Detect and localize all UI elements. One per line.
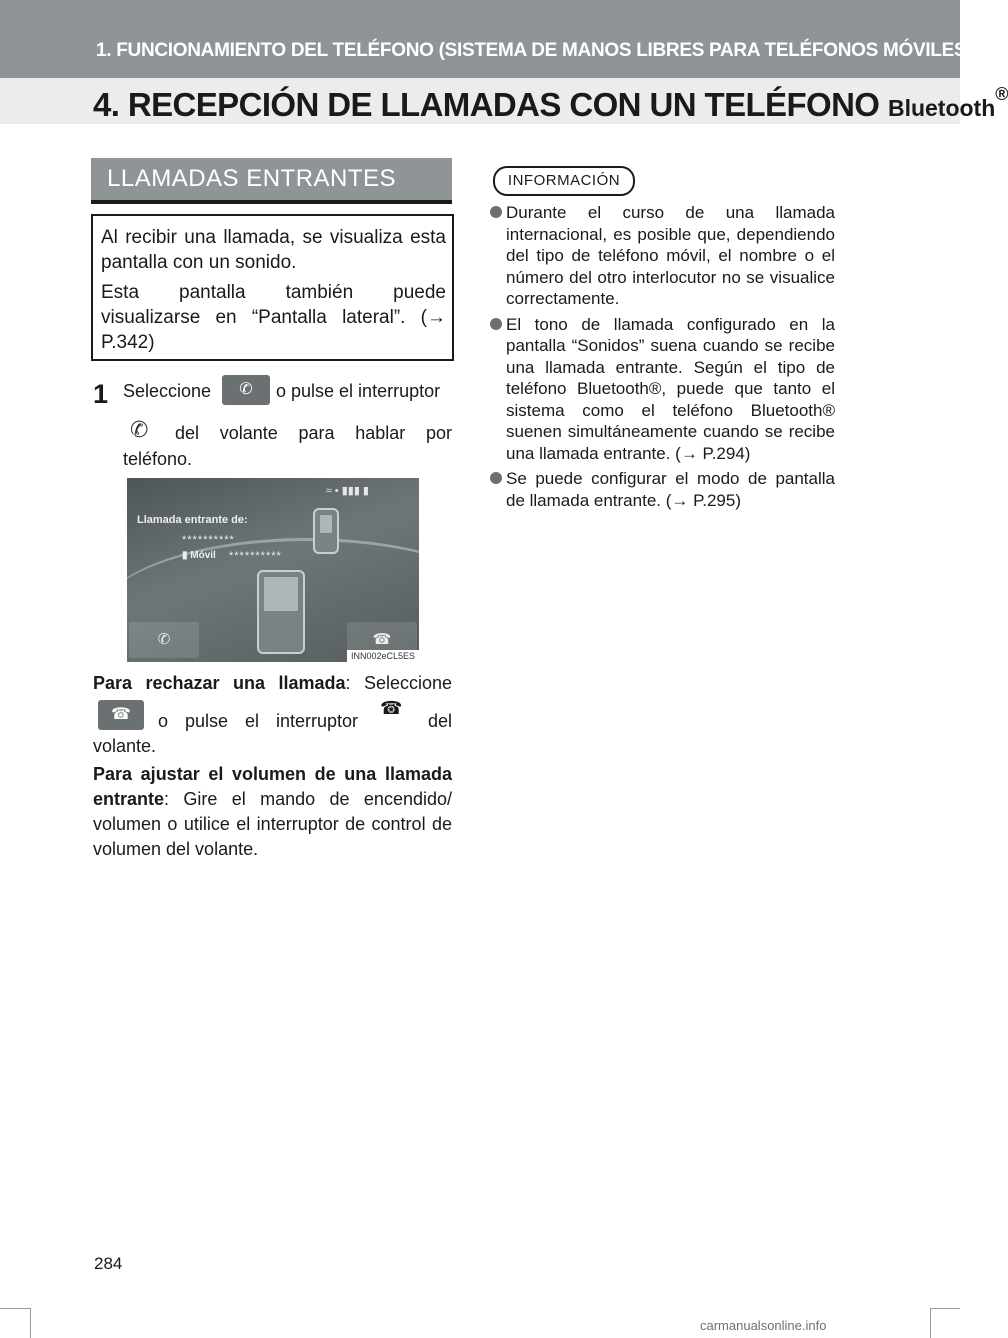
handset-hangup-icon: ☎	[380, 698, 403, 718]
bullet-icon	[490, 206, 502, 218]
handset-pickup-icon: ✆	[130, 417, 149, 442]
incoming-call-screenshot	[127, 478, 419, 662]
chapter-title: 1. FUNCIONAMIENTO DEL TELÉFONO (SISTEMA DE MANOS LIBRES PARA TELÉFONOS MÓVILES)	[96, 40, 973, 61]
reject-paragraph-line3: volante.	[93, 736, 157, 756]
crop-mark	[0, 1308, 30, 1309]
phone-illustration	[257, 570, 305, 654]
section-heading: LLAMADAS ENTRANTES	[91, 158, 452, 200]
page-number: 284	[94, 1254, 123, 1273]
reject-paragraph-line2: o pulse el interruptor del	[158, 711, 452, 731]
info-list	[490, 202, 835, 515]
page-title-bar	[0, 78, 1008, 124]
intro-text-1: Al recibir una llamada, se visualiza esta pantalla con un sonido.	[101, 227, 446, 273]
caller-name-mask: **********	[182, 534, 235, 546]
info-tag: INFORMACIÓN	[493, 166, 635, 196]
reject-paragraph-line1: Para rechazar una llamada: Seleccione	[93, 673, 452, 693]
bullet-icon	[490, 472, 502, 484]
step-number: 1	[93, 379, 109, 409]
image-code: INN002eCL5ES	[347, 650, 419, 662]
chapter-header-bar	[0, 0, 973, 78]
info-item: Se puede configurar el modo de pantalla de llamada entrante. (→ P.295)	[490, 468, 835, 511]
screen-caption: Llamada entrante de:	[137, 514, 248, 526]
info-item: Durante el curso de una llamada internacional, es posible que, dependiendo del tipo de teléfono móvil, el nombre o el número del otro interlocutor no se visualice correctamente.	[490, 202, 835, 310]
crop-mark	[30, 1308, 31, 1338]
info-item: El tono de llamada configurado en la pantalla “Sonidos” suena cuando se recibe una llamada entrante. Según el tipo de teléfono Bluetooth®, puede que tanto el sistema como el teléfono Bluetooth® suenen simultáneamente cuando se recibe una llamada entrante. (→ P.294)	[490, 314, 835, 465]
caller-number-mask: **********	[229, 550, 282, 562]
mobile-label: ▮ Móvil	[182, 550, 216, 561]
step-text-c: del volante para hablar por	[175, 423, 452, 443]
section-rule	[91, 200, 452, 204]
crop-mark	[930, 1308, 960, 1309]
intro-box	[91, 214, 454, 361]
phone-reject-icon: ☎	[98, 700, 144, 730]
watermark: carmanualsonline.info	[700, 1318, 827, 1333]
step-text-d: teléfono.	[123, 449, 193, 469]
screen-accept-button[interactable]: ✆	[129, 622, 199, 658]
phone-accept-icon: ✆	[222, 375, 270, 405]
volume-paragraph: Para ajustar el volumen de una llamada entrante: Gire el mando de encendido/ volumen o utilice el interruptor de control de volumen del volante.	[93, 764, 452, 859]
crop-mark	[930, 1308, 931, 1338]
step-text-a: Seleccione	[123, 381, 212, 401]
page-title: 4. RECEPCIÓN DE LLAMADAS CON UN TELÉFONO Bluetooth®	[93, 84, 1008, 123]
screen-reject-button[interactable]: ☎	[347, 622, 417, 658]
step-text-b: o pulse el interruptor	[276, 381, 441, 401]
status-icons: ≈ • ▮▮▮ ▮	[325, 485, 369, 497]
intro-text-2: Esta pantalla también puede visualizarse en “Pantalla lateral”. (→ P.342)	[101, 282, 446, 353]
bullet-icon	[490, 318, 502, 330]
small-phone-illustration	[313, 508, 339, 554]
